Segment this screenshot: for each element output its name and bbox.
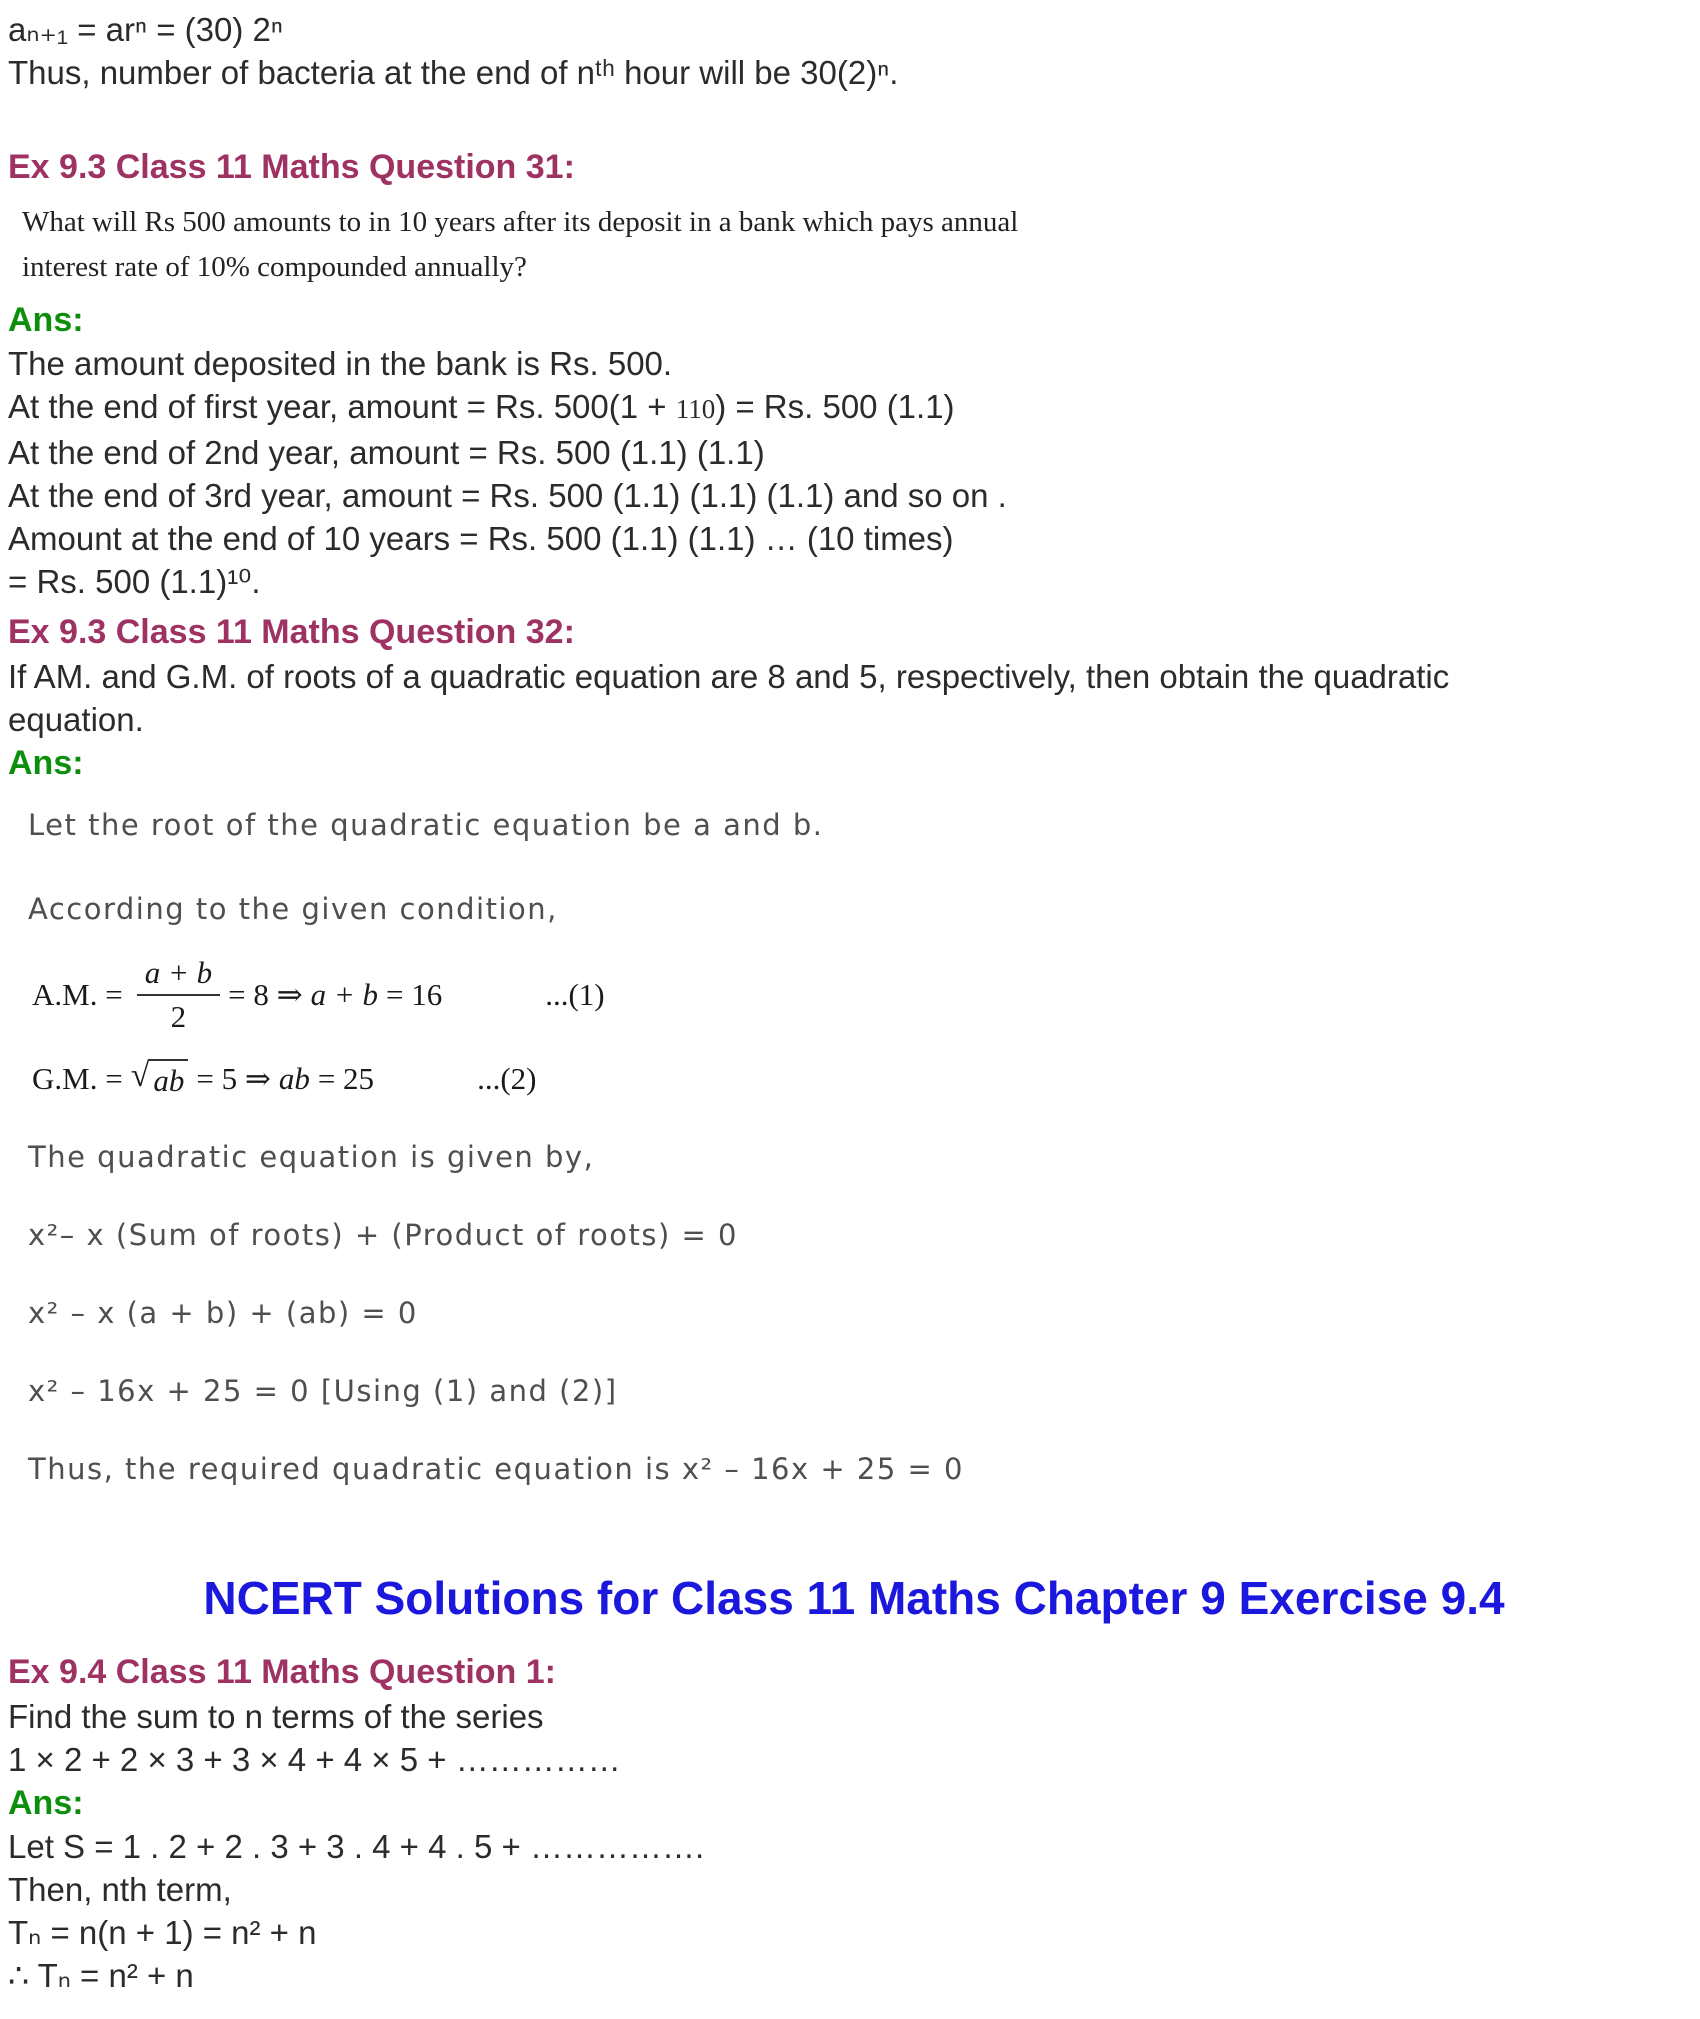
fraction-a-plus-b-over-2 (137, 955, 220, 1035)
answer-31-line-3: At the end of 2nd year, amount = Rs. 500 (1.1) (1.1) (8, 434, 765, 471)
answer-32-label: Ans: (8, 744, 84, 782)
question-32-heading: Ex 9.3 Class 11 Maths Question 32: (8, 613, 575, 651)
quadratic-conclusion-line: Thus, the required quadratic equation is x² – 16x + 25 = 0 (28, 1452, 964, 1486)
answer-31-line-1: The amount deposited in the bank is Rs. 500. (8, 345, 673, 382)
bacteria-conclusion-line: Thus, number of bacteria at the end of nᵗʰ hour will be 30(2)ⁿ. (8, 54, 899, 91)
ex94-answer-line-3: Tₙ = n(n + 1) = n² + n (8, 1914, 317, 1951)
exercise-94-title: NCERT Solutions for Class 11 Maths Chapter 9 Exercise 9.4 (203, 1572, 1505, 1624)
equation-am-tag: ...(1) (545, 977, 605, 1012)
answer-31-label: Ans: (8, 301, 84, 339)
answer-31-line-5: Amount at the end of 10 years = Rs. 500 (1.1) (1.1) … (10 times) (8, 520, 954, 557)
question-31-line-1: What will Rs 500 amounts to in 10 years after its deposit in a bank which pays annual (22, 206, 1019, 238)
square-root-ab (131, 1059, 189, 1099)
answer-32-intro-line: Let the root of the quadratic equation be a and b. (28, 808, 824, 842)
equation-gm-variables: ab (278, 1061, 310, 1096)
ex94-question-1-line-2: 1 × 2 + 2 × 3 + 3 × 4 + 4 × 5 + …………… (8, 1741, 621, 1778)
equation-am (8, 955, 1700, 1035)
equation-am-result: = 16 (386, 977, 443, 1012)
equation-gm-result: = 25 (317, 1061, 375, 1096)
answer-31-line-4: At the end of 3rd year, amount = Rs. 500 (1.1) (1.1) (1.1) and so on . (8, 477, 1007, 514)
fraction-denominator: 2 (170, 999, 187, 1034)
fraction-numerator: a + b (137, 955, 220, 996)
question-32-line-1: If AM. and G.M. of roots of a quadratic equation are 8 and 5, respectively, then obtain the quadratic (8, 658, 1450, 695)
ex94-question-1-heading: Ex 9.4 Class 11 Maths Question 1: (8, 1653, 557, 1691)
equation-am-variables: a + b (310, 977, 378, 1012)
question-31-text (8, 200, 1700, 290)
radical-sign: √ (130, 1057, 150, 1094)
ex94-answer-line-2: Then, nth term, (8, 1871, 232, 1908)
ex94-answer-1-label: Ans: (8, 1784, 84, 1822)
equation-gm (8, 1051, 1700, 1107)
equation-gm-lhs: G.M. = (32, 1061, 123, 1096)
ex94-question-1-line-1: Find the sum to n terms of the series (8, 1698, 544, 1735)
answer-32-condition-line: According to the given condition, (28, 892, 558, 926)
answer-31-line-2-pre: At the end of first year, amount = Rs. 500(1 + (8, 388, 676, 425)
quadratic-general-form-line: x²– x (Sum of roots) + (Product of roots) = 0 (28, 1218, 738, 1252)
radicand: ab (149, 1059, 188, 1099)
ex94-answer-line-4: ∴ Tₙ = n² + n (8, 1957, 194, 1994)
ex94-answer-line-1: Let S = 1 . 2 + 2 . 3 + 3 . 4 + 4 . 5 + ……………. (8, 1828, 705, 1865)
answer-31-line-2-post: ) = Rs. 500 (1.1) (715, 388, 955, 425)
equation-am-lhs: A.M. = (32, 977, 123, 1012)
inline-fraction-one-tenth: 110 (675, 394, 716, 424)
answer-31-line-2 (8, 385, 1700, 431)
quadratic-substitution-line: x² – x (a + b) + (ab) = 0 (28, 1296, 418, 1330)
quadratic-result-line: x² – 16x + 25 = 0 [Using (1) and (2)] (28, 1374, 618, 1408)
answer-31-line-6: = Rs. 500 (1.1)¹⁰. (8, 563, 261, 600)
formula-line-an: aₙ₊₁ = arⁿ = (30) 2ⁿ (8, 11, 283, 48)
question-31-heading: Ex 9.3 Class 11 Maths Question 31: (8, 148, 575, 186)
question-32-line-2: equation. (8, 701, 144, 738)
equation-am-mid: = 8 ⇒ (228, 977, 303, 1012)
quadratic-intro-line: The quadratic equation is given by, (28, 1140, 595, 1174)
question-31-line-2: interest rate of 10% compounded annually? (22, 251, 527, 283)
equation-gm-tag: ...(2) (477, 1061, 537, 1096)
equation-gm-mid: = 5 ⇒ (196, 1061, 271, 1096)
